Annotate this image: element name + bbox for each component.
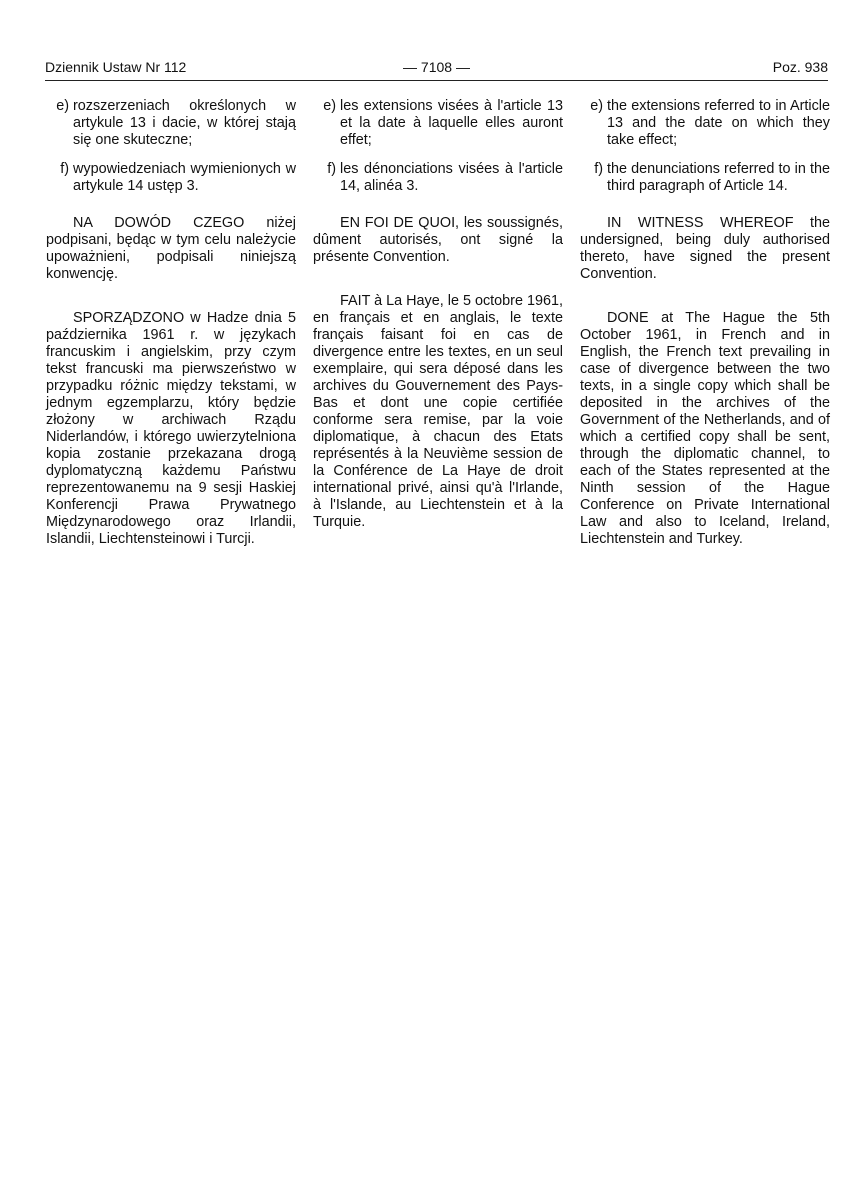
item-label: f) — [327, 161, 336, 177]
list-item-e — [580, 98, 830, 149]
item-text: rozszerzeniach określonych w artykule 13 i dacie, w której stają się one skuteczne; — [73, 98, 296, 148]
witness-paragraph: EN FOI DE QUOI, les soussignés, dûment autorisés, ont signé la présente Convention. — [313, 215, 563, 265]
item-text: les extensions visées à l'article 13 et la date à laquelle elles auront effet; — [340, 98, 563, 148]
position-number: Poz. 938 — [772, 59, 828, 75]
column-polish — [46, 98, 296, 548]
page-number: — 7108 — — [403, 59, 470, 75]
item-text: wypowiedzeniach wymienionych w artykule 14 ustęp 3. — [73, 161, 296, 194]
column-french — [313, 98, 563, 531]
done-paragraph: DONE at The Hague the 5th October 1961, in French and in English, the French text prevailing in case of divergence between the two texts, in a single copy which shall be deposited in the archives of the Government of the Netherlands, and of which a certified copy shall be sent, through the diplomatic channel, to each of the States represented at the Ninth session of the Hague Conference on Private International Law and also to Iceland, Ireland, Liechtenstein and Turkey. — [580, 310, 830, 547]
item-label: e) — [590, 98, 603, 114]
list-item-f — [313, 161, 563, 195]
page-header — [45, 58, 828, 80]
item-text: the denunciations referred to in the third paragraph of Article 14. — [607, 161, 830, 194]
header-rule — [45, 80, 828, 81]
item-label: e) — [323, 98, 336, 114]
done-paragraph: SPORZĄDZONO w Hadze dnia 5 października 1961 r. w językach francuskim i angielskim, przy czym tekst francuski ma pierwszeństwo w przypadku różnic między tekstami, w jednym egzemplarzu, który będzie złożony w archiwach Rządu Niderlandów, i którego uwierzytelniona kopia zostanie przekazana drogą dyplomatyczną każdemu Państwu reprezentowanemu na 9 sesji Haskiej Konferencji Prawa Prywatnego Międzynarodowego oraz Irlandii, Islandii, Liechtensteinowi i Turcji. — [46, 310, 296, 547]
done-paragraph: FAIT à La Haye, le 5 octobre 1961, en français et en anglais, le texte français faisant foi en cas de divergence entre les textes, en un seul exemplaire, qui sera déposé dans les archives du Gouvernement des Pays-Bas et dont une copie certifiée conforme sera remise, par la voie diplomatique, à chacun des Etats représentés à la Neuvième session de la Conférence de La Haye de droit international privé, ainsi qu'à l'Irlande, à l'Islande, au Liechtenstein et à la Turquie. — [313, 293, 563, 530]
list-item-f — [580, 161, 830, 195]
list-item-e — [313, 98, 563, 149]
list-item-f — [46, 161, 296, 195]
column-english — [580, 98, 830, 548]
item-text: les dénonciations visées à l'article 14, alinéa 3. — [340, 161, 563, 194]
witness-paragraph: NA DOWÓD CZEGO niżej podpisani, będąc w tym celu należycie upoważnieni, podpisali niniejszą konwencję. — [46, 215, 296, 282]
witness-paragraph: IN WITNESS WHEREOF the undersigned, being duly authorised thereto, have signed the present Convention. — [580, 215, 830, 282]
item-label: f) — [594, 161, 603, 177]
journal-title: Dziennik Ustaw Nr 112 — [45, 59, 187, 75]
item-text: the extensions referred to in Article 13 and the date on which they take effect; — [607, 98, 830, 148]
item-label: f) — [60, 161, 69, 177]
list-item-e — [46, 98, 296, 149]
item-label: e) — [56, 98, 69, 114]
